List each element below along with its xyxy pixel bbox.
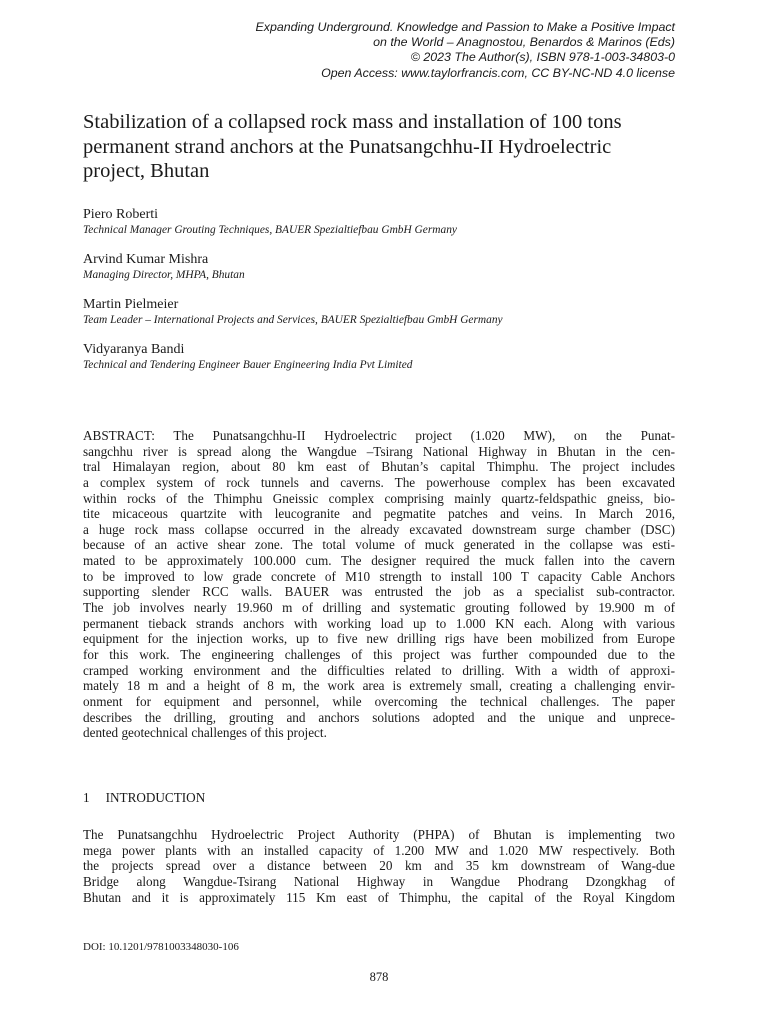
publication-header — [115, 20, 675, 81]
abstract-line: for this work. The engineering challenges of this project was further compounded due to the — [83, 646, 675, 662]
abstract-line: equipment for the injection works, up to five new drilling rigs have been mobilized from Europe — [83, 631, 675, 647]
abstract-line: cramped working environment and the difficulties related to drilling. With a width of approxi- — [83, 662, 675, 678]
abstract-line: tite micaceous quartzite with leucogranite and pegmatite patches and veins. In March 2016, — [83, 506, 675, 522]
abstract-line: The job involves nearly 19.960 m of drilling and systematic grouting followed by 19.900 m of — [83, 600, 675, 616]
section-heading — [83, 790, 483, 806]
author-name: Martin Pielmeier — [83, 297, 179, 312]
author-affiliation: Technical Manager Grouting Techniques, BAUER Spezialtiefbau GmbH Germany — [83, 224, 457, 236]
abstract-line: mately 18 m and a height of 8 m, the work area is extremely small, creating a challenging envir- — [83, 678, 675, 694]
author-affiliation: Team Leader – International Projects and Services, BAUER Spezialtiefbau GmbH Germany — [83, 314, 503, 326]
intro-line: The Punatsangchhu Hydroelectric Project Authority (PHPA) of Bhutan is implementing two — [83, 827, 675, 842]
author-affiliation: Technical and Tendering Engineer Bauer Engineering India Pvt Limited — [83, 359, 413, 371]
introduction-text — [83, 827, 675, 905]
title-line: project, Bhutan — [83, 160, 210, 182]
author-name: Arvind Kumar Mishra — [83, 252, 209, 267]
author-name: Piero Roberti — [83, 207, 159, 222]
abstract-line: mated to be approximately 100.000 cum. The designer required the muck fallen into the cavern — [83, 553, 675, 569]
abstract-line: within rocks of the Thimphu Gneissic complex comprising mainly quartz-feldspathic gneiss, bio- — [83, 490, 675, 506]
section-title: INTRODUCTION — [105, 790, 206, 805]
title-line: Stabilization of a collapsed rock mass and installation of 100 tons — [83, 111, 622, 133]
abstract-line: ABSTRACT: The Punatsangchhu-II Hydroelectric project (1.020 MW), on the Punat- — [83, 428, 675, 443]
intro-line: the projects spread over a distance between 20 km and 35 km downstream of Wang-due — [83, 858, 675, 874]
author-block — [83, 251, 683, 283]
abstract-line: a huge rock mass collapse occurred in the already excavated downstream surge chamber (DSC) — [83, 521, 675, 537]
doi: DOI: 10.1201/9781003348030-106 — [83, 941, 239, 953]
abstract-line: tral Himalayan region, about 80 km east of Bhutan’s capital Thimphu. The project includes — [83, 459, 675, 475]
abstract-line: permanent tieback strands anchors with working load up to 1.000 KN each. Along with various — [83, 615, 675, 631]
abstract-line: because of an active shear zone. The total volume of muck generated in the collapse was esti- — [83, 537, 675, 553]
author-name: Vidyaranya Bandi — [83, 342, 185, 357]
paper-title — [83, 110, 683, 184]
author-block — [83, 341, 683, 373]
abstract-line: dented geotechnical challenges of this project. — [83, 725, 327, 741]
header-line: on the World – Anagnostou, Benardos & Marinos (Eds) — [373, 35, 675, 50]
intro-line: Bhutan and it is approximately 115 Km east of Thimphu, the capital of the Royal Kingdom — [83, 889, 675, 905]
abstract — [83, 428, 675, 741]
abstract-line: onment for equipment and personnel, while overcoming the technical challenges. The paper — [83, 693, 675, 709]
abstract-line: to be improved to low grade concrete of M10 strength to install 100 T capacity Cable Anchors — [83, 568, 675, 584]
abstract-line: supporting slender RCC walls. BAUER was entrusted the job as a specialist sub-contractor. — [83, 584, 675, 600]
abstract-line: describes the drilling, grouting and anchors solutions adopted and the unique and unprece- — [83, 709, 675, 725]
title-line: permanent strand anchors at the Punatsangchhu-II Hydroelectric — [83, 135, 612, 158]
author-block — [83, 206, 683, 238]
header-line: Open Access: www.taylorfrancis.com, CC BY-NC-ND 4.0 license — [321, 65, 675, 80]
header-line: © 2023 The Author(s), ISBN 978-1-003-34803-0 — [410, 50, 675, 65]
abstract-line: a complex system of rock tunnels and caverns. The powerhouse complex has been excavated — [83, 474, 675, 490]
author-block — [83, 296, 683, 328]
page-number: 878 — [369, 970, 389, 984]
header-line: Expanding Underground. Knowledge and Passion to Make a Positive Impact — [255, 20, 675, 34]
author-affiliation: Managing Director, MHPA, Bhutan — [83, 269, 245, 281]
section-number: 1 — [83, 790, 90, 805]
abstract-line: sangchhu river is spread along the Wangdue –Tsirang National Highway in Bhutan in the cen- — [83, 443, 675, 459]
intro-line: Bridge along Wangdue-Tsirang National Highway in Wangdue Phodrang Dzongkhag of — [83, 873, 675, 889]
intro-line: mega power plants with an installed capacity of 1.200 MW and 1.020 MW respectively. Both — [83, 842, 675, 858]
